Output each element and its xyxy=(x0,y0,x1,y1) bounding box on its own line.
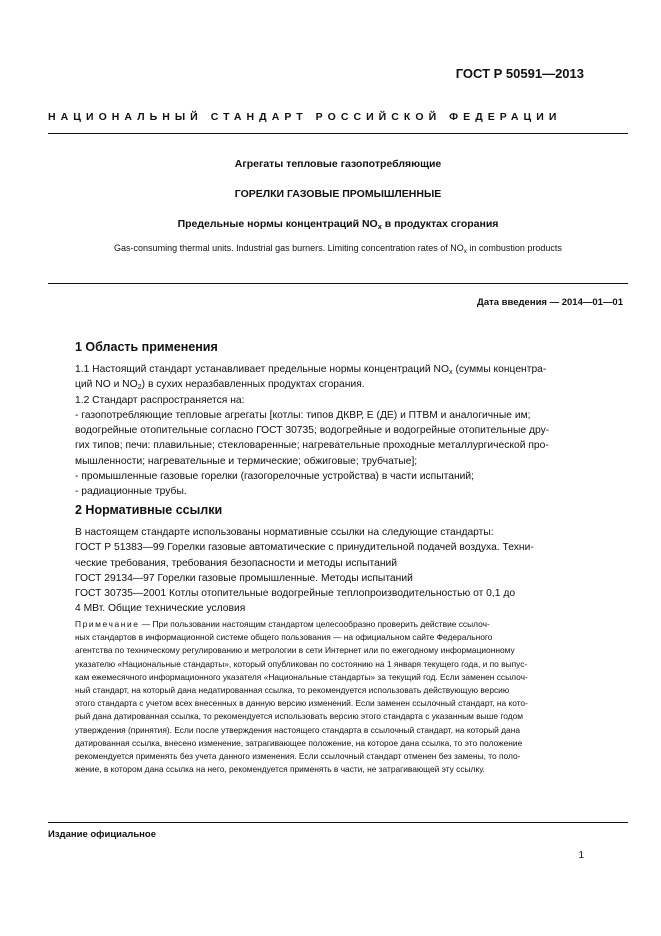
page-number: 1 xyxy=(578,850,584,861)
paragraph: В настоящем стандарте использованы нормативные ссылки на следующие стандарты: xyxy=(75,527,494,538)
header-divider xyxy=(48,133,628,134)
list-item-cont: мышленности; нагревательные и термические; обжиговые; трубчатые]; xyxy=(75,455,418,467)
note-line: кам ежемесячного информационного указателя «Национальные стандарты» за текущий год. Если заменен ссылоч- xyxy=(75,671,528,682)
introduction-date: Дата введения — 2014—01—01 xyxy=(477,297,623,308)
reference-item-cont: 4 МВт. Общие технические условия xyxy=(75,603,246,615)
title-divider xyxy=(48,283,628,284)
list-item-cont: водогрейные отопительные согласно ГОСТ 30735; водогрейные и водогрейные отопительные дру- xyxy=(75,425,550,437)
official-edition-label: Издание официальное xyxy=(48,829,156,840)
document-number: ГОСТ Р 50591—2013 xyxy=(455,66,584,81)
note-block xyxy=(75,618,580,776)
note-line: Примечание — При пользовании настоящим стандартом целесообразно проверить действие ссылоч- xyxy=(75,619,490,629)
list-item: - газопотребляющие тепловые агрегаты [котлы: типов ДКВР, Е (ДЕ) и ПТВМ и аналогичные им; xyxy=(75,409,531,421)
note-line: этого стандарта с учетом всех внесенных в данную версию изменений. Если заменен ссылочный стандарт, на кото- xyxy=(75,698,528,709)
reference-item-cont: ческие требования, требования безопасности и методы испытаний xyxy=(75,557,398,569)
note-label: Примечание xyxy=(75,619,140,629)
reference-item: ГОСТ Р 51383—99 Горелки газовые автоматические с принудительной подачей воздуха. Техни- xyxy=(75,542,534,554)
reference-item: ГОСТ 29134—97 Горелки газовые промышленные. Методы испытаний xyxy=(75,572,413,584)
title-line-2: ГОРЕЛКИ ГАЗОВЫЕ ПРОМЫШЛЕННЫЕ xyxy=(234,188,442,200)
note-line: агентства по техническому регулированию и метрологии в сети Интернет или по ежегодному информационному xyxy=(75,645,515,656)
section-1-heading: 1 Область применения xyxy=(75,340,218,354)
list-item: - промышленные газовые горелки (газогорелочные устройства) в части испытаний; xyxy=(75,471,475,483)
note-line: рекомендуется применять без учета данного изменения. Если ссылочный стандарт отменен без замены, то поло- xyxy=(75,751,521,762)
list-item-cont: гих типов; печи: плавильные; стекловаренные; нагревательные проходные металлургической про- xyxy=(75,440,549,452)
note-line: утверждения (принятия). Если после утверждения настоящего стандарта в ссылочный стандарт, на который дана xyxy=(75,724,520,735)
footer-divider xyxy=(48,822,628,823)
list-item: - радиационные трубы. xyxy=(75,486,187,498)
note-line: жение, в котором дана ссылка на него, рекомендуется применять в части, не затрагивающей эту ссылку. xyxy=(75,764,485,775)
section-2-body xyxy=(75,525,580,617)
paragraph-1-1-cont: ций NO и $NO_2$) в сухих неразбавленных продуктах сгорания. xyxy=(75,379,365,392)
paragraph-1-1: 1.1 Настоящий стандарт устанавливает предельные нормы концентраций $NO_x$ (суммы концентра- xyxy=(75,364,547,376)
title-line-1: Агрегаты тепловые газопотребляющие xyxy=(234,158,442,170)
title-line-3: Предельные нормы концентраций $NO_x$ в продуктах сгорания xyxy=(177,218,499,231)
section-2-heading: 2 Нормативные ссылки xyxy=(75,503,223,517)
note-line: рый дана датированная ссылка, то рекомендуется использовать версию этого стандарта с указанным выше годом xyxy=(75,711,524,722)
note-line: ный стандарт, на который дана недатированная ссылка, то рекомендуется использовать действующую версию xyxy=(75,685,510,696)
national-standard-banner: НАЦИОНАЛЬНЫЙ СТАНДАРТ РОССИЙСКОЙ ФЕДЕРАЦИИ xyxy=(48,111,562,123)
note-line: ных стандартов в информационной системе общего пользования — на официальном сайте Федерального xyxy=(75,632,493,643)
title-english: Gas-consuming thermal units. Industrial gas burners. Limiting concentration rates of $NO_x$ in combustion products xyxy=(114,243,562,255)
note-line: датированная ссылка, внесено изменение, затрагивающее положение, на которое дана ссылка, то это положение xyxy=(75,737,523,748)
section-1-body xyxy=(75,362,580,500)
paragraph-1-2: 1.2 Стандарт распространяется на: xyxy=(75,394,245,406)
note-line: указателю «Национальные стандарты», который опубликован по состоянию на 1 января текущего года, и по выпус- xyxy=(75,658,528,669)
reference-item: ГОСТ 30735—2001 Котлы отопительные водогрейные теплопроизводительностью от 0,1 до xyxy=(75,588,516,600)
